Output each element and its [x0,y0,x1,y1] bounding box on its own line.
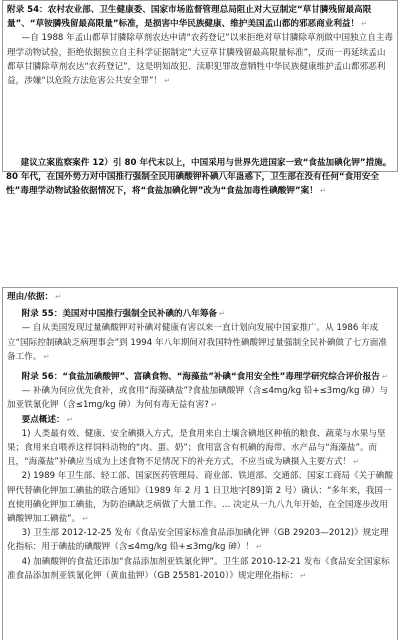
paragraph-mark-icon: ↵ [353,457,360,467]
paragraph-mark-icon: ↵ [43,351,50,361]
paragraph-mark-icon: ↵ [381,372,389,382]
summary-point-4: 4) 加碘酸钾的食盐还添加“食品添加剂亚铁氰化钾”。卫生部 2010-12-21 发布《食品安全国家标准食品添加剂亚铁氰化钾（黄血盐钾）（GB 25581-2010）》规定理化指标： ↵ [7,556,390,581]
paragraph-mark-icon: ↵ [82,514,89,524]
attachment-56-heading: 附录 56：“食盐加碘酸钾”、富碘食物、“海藻盐”补碘“食用安全性”毒理学研究综合评价报告 ↵ [21,372,389,383]
paragraph-mark-icon: ↵ [219,309,226,319]
summary-point-3: 3) 卫生部 2012-12-25 发布《食品安全国家标准食品添加碘化钾（GB 29203—2012)》规定理化指标：用于碘盐的碘酸钾（含≤4mg/kg 铅+≤3mg/kg 砷）！ ↵ [7,528,389,553]
proposal-12-text: 建议立案监察案件 12）引 80 年代末以上，中国采用与世界先进国家一致“食盐加碘化钾”措施。80 年代，在国外势力对中国推行强制全民用碘酸钾补碘八年蛊惑下，卫生部在没有任何“食用安全性”毒理学动物试验依据情况下，将“食盐加碘化钾”改为“食盐加毒性碘酸钾”案！ ↵ [6,158,392,197]
attachment-56-body: — 补碘为何应优先食补，或食用“海藻碘盐”?食盐加碘酸钾（含≤4mg/kg 铅+≤3mg/kg 砷）与加亚铁氰化钾（含≤1mg/kg 砷）为何有毒无益有害? ↵ [7,386,388,411]
attachment-54-body: —自 1988 年孟山都草甘膦除草剂农达申请“农药登记”以来拒绝对草甘膦除草剂做中国独立自主毒理学动物试验，拒绝依据独立自主科学证据制定“大豆草甘膦残留最高限量标准”，反而一再延续孟山都草甘膦除草剂农达“农药登记”，这是明知故犯、渎职犯罪故意牺牲中华民族健康维护孟山都邪恶利益，涉嫌“以危险方法危害公共安全罪”！ ↵ [7,33,394,87]
attachment-55-body: — 自从美国发现过量碘酸钾对补碘对健康有害以来一直计划向发展中国家推广。从 1986 年成立“国际控制碘缺乏病理事会”到 1994 年八年期间对我国特性碘酸钾过量强制全民补碘做了七方面准备工作。 ↵ [7,323,387,362]
paragraph-mark-icon: ↵ [256,542,263,552]
paragraph-mark-icon: ↵ [361,19,368,29]
attachment-54-box [2,0,398,172]
summary-point-1: 1) 人类最有效、健康、安全碘摄入方式，是食用来自土壤含碘地区种植的粮食、蔬菜与水果与坚果；食用来自喂养这样饲料动物的“肉、蛋、奶”；食用富含有机碘的海带、水产品与“海藻盐”。而且，“海藻盐”补碘应当成为上述食物不足情况下的补充方式，不应当成为碘摄入主要方式！ ↵ [7,428,386,468]
attachment-55-heading: 附录 55：美国对中国推行强制全民补碘的八年筹备 ↵ [21,309,226,320]
attachment-54-heading: 附录 54：农村农业部、卫生健康委、国家市场监督管理总局阻止对大豆制定“草甘膦残留最高限量”、“草铵膦残留最高限量”标准，是损害中华民族健康、维护美国孟山都的邪恶商业利益！ ↵ [7,5,372,30]
paragraph-mark-icon: ↵ [55,292,62,301]
paragraph-mark-icon: ↵ [164,76,171,86]
paragraph-mark-icon: ↵ [319,186,327,196]
summary-label: 要点概述： ↵ [21,414,73,425]
paragraph-mark-icon: ↵ [66,414,73,424]
proposal-12-box [2,152,398,266]
reasons-label: 理由/依据： ↵ [7,292,62,302]
paragraph-mark-icon: ↵ [210,400,218,410]
paragraph-mark-icon: ↵ [300,570,307,580]
reasons-box [2,287,398,640]
summary-point-2: 2) 1989 年卫生部、轻工部、国家医药管理局、商业部、铁道部、交通部、国家工商局《关于碘酸钾代替碘化钾加工碘盐的联合通知》（1989 年 2 月 1 日卫地字[89]第 2 号）确认：“多年来，我国一直使用碘化钾加工碘盐，为防治碘缺乏病做了大量工作。… 决定从一九八九年开始，在全国逐步改用碘酸钾加工碘盐”。 ↵ [7,471,393,525]
